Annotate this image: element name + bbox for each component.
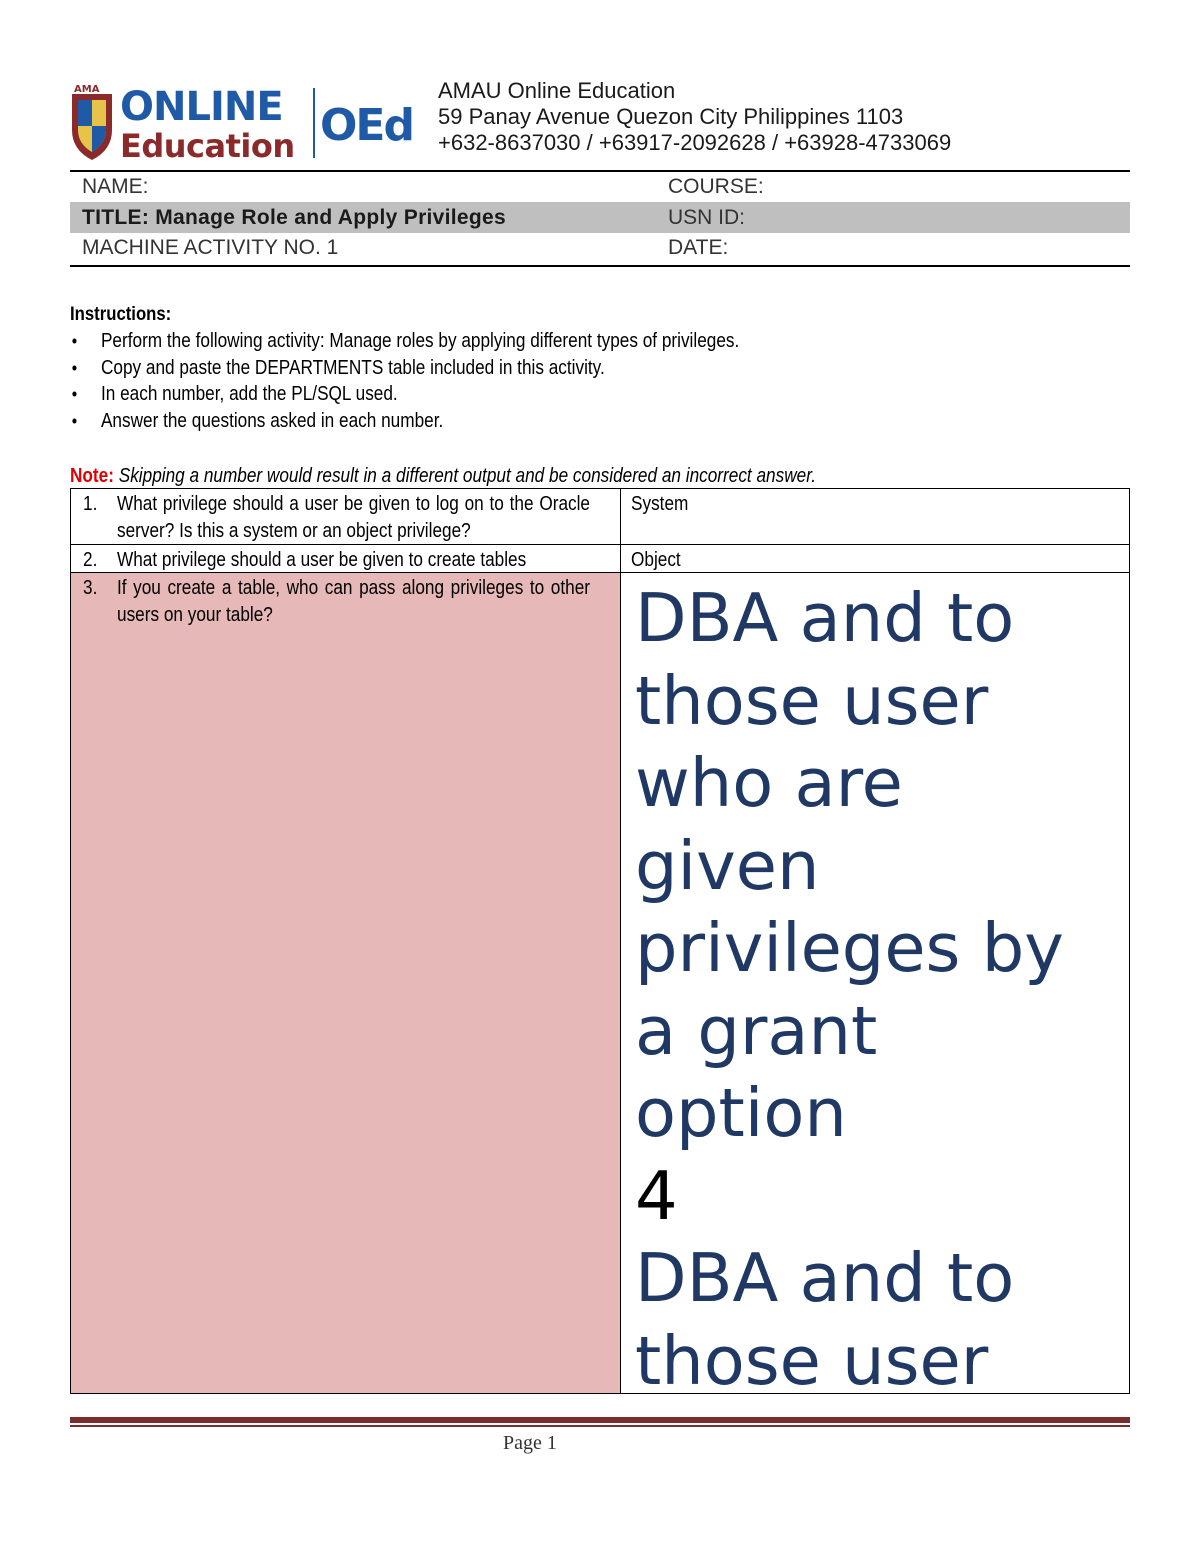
logo-seal-text: AMA [74, 84, 100, 95]
footer-rule-thin [70, 1425, 1130, 1427]
question-text: If you create a table, who can pass along privileges to other users on your table? [117, 577, 590, 626]
note-line [70, 462, 816, 490]
answer-line: those user [635, 661, 989, 740]
answer-cell[interactable] [621, 489, 1129, 544]
logo-word-bottom: Education [120, 127, 295, 162]
bullet-icon: • [71, 357, 78, 378]
logo-abbrev: OEd [320, 100, 413, 151]
list-item: • Copy and paste the DEPARTMENTS table included in this activity. [70, 355, 739, 382]
answer-line: those user [635, 1321, 989, 1393]
answer-line: privileges by [635, 909, 1064, 987]
question-cell [71, 545, 621, 572]
bullet-icon: • [71, 384, 78, 404]
date-label: DATE: [668, 236, 729, 259]
large-answer-text [635, 577, 1129, 1393]
question-number: 3. [83, 577, 98, 599]
instructions-list [70, 328, 848, 434]
bullet-icon: • [71, 410, 78, 431]
list-item: • Perform the following activity: Manage roles by applying different types of privileges. [70, 328, 739, 355]
note-label: Note: [70, 465, 114, 487]
table-row [71, 489, 1129, 545]
org-phones: +632-8637030 / +63917-2092628 / +63928-4733069 [438, 130, 952, 155]
question-text: What privilege should a user be given to log on to the Oracle server? Is this a system or an object privilege? [117, 493, 590, 542]
question-number: 1. [83, 493, 98, 515]
answer-line: a grant [635, 991, 878, 1070]
note-text: Skipping a number would result in a different output and be considered an incorrect answer. [113, 465, 817, 487]
answer-text: System [631, 493, 689, 515]
answer-line: given [635, 826, 820, 905]
list-item: • Answer the questions asked in each number. [70, 408, 739, 435]
bullet-icon: • [71, 331, 78, 351]
table-row [71, 545, 1129, 573]
questions-table [70, 488, 1130, 1394]
logo-graphic [70, 82, 420, 162]
question-cell [71, 489, 621, 544]
student-info-table [70, 170, 1130, 267]
answer-number: 4 [635, 1156, 678, 1235]
question-text: What privilege should a user be given to create tables [117, 549, 527, 571]
info-row-title [70, 202, 1130, 233]
answer-line: DBA and to [635, 579, 1015, 657]
answer-text: Object [631, 549, 681, 571]
info-bottom-rule [70, 265, 1130, 267]
activity-title: TITLE: Manage Role and Apply Privileges [82, 205, 506, 229]
answer-line: option [635, 1074, 847, 1152]
organization-info [438, 78, 951, 156]
org-address: 59 Panay Avenue Quezon City Philippines 1103 [438, 104, 904, 129]
list-item: • In each number, add the PL/SQL used. [70, 381, 739, 408]
instructions-heading: Instructions: [70, 304, 172, 325]
org-name: AMAU Online Education [438, 78, 676, 103]
answer-cell[interactable] [621, 545, 1129, 572]
footer-rule [70, 1417, 1130, 1423]
answer-cell[interactable] [621, 573, 1129, 1393]
instructions-section [70, 302, 848, 434]
activity-number: MACHINE ACTIVITY NO. 1 [82, 236, 339, 259]
answer-line: who are [635, 744, 903, 822]
page-number: Page 1 [503, 1432, 557, 1454]
question-number: 2. [83, 549, 98, 571]
amau-online-education-logo [70, 82, 420, 162]
question-cell [71, 573, 621, 1393]
logo-word-top: ONLINE [120, 84, 283, 130]
table-row [71, 573, 1129, 1393]
info-row-name [70, 172, 1130, 202]
name-label: NAME: [82, 175, 149, 198]
usn-label: USN ID: [668, 205, 746, 229]
info-row-activity [70, 233, 1130, 263]
course-label: COURSE: [668, 175, 764, 198]
answer-line: DBA and to [635, 1239, 1015, 1317]
